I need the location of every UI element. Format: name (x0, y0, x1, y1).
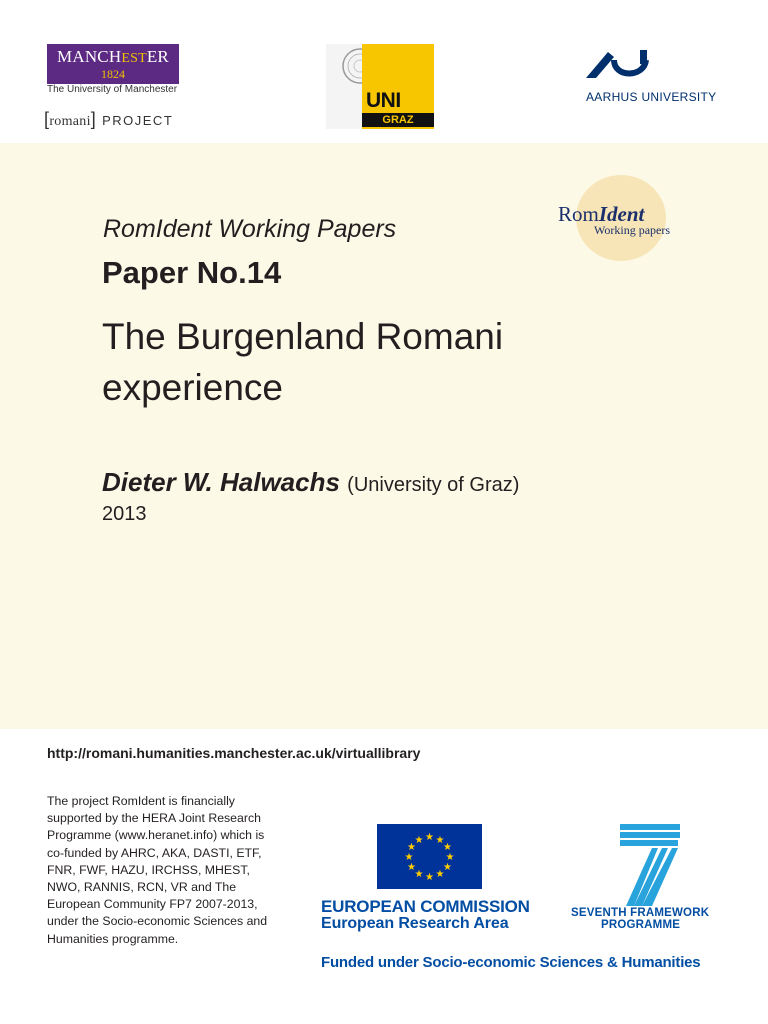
virtual-library-link[interactable]: http://romani.humanities.manchester.ac.uk/virtuallibrary (47, 745, 421, 761)
graz-uni-text: UNI (366, 89, 401, 112)
author-affiliation: (University of Graz) (347, 474, 520, 496)
svg-text:★: ★ (407, 862, 416, 873)
graz-yellow-block (362, 44, 434, 129)
programme-label: PROGRAMME (601, 919, 681, 931)
aarhus-emblem-icon (584, 48, 656, 85)
romani-project-logo: [romani] PROJECT (44, 109, 174, 129)
seventh-framework-label: SEVENTH FRAMEWORK (571, 907, 710, 919)
paper-number: Paper No.14 (102, 255, 282, 290)
graz-seal-icon (326, 44, 362, 129)
svg-text:★: ★ (435, 835, 445, 846)
fp7-seven-icon (590, 820, 686, 913)
svg-text:★: ★ (443, 862, 452, 873)
european-commission-label: EUROPEAN COMMISSION (321, 897, 530, 916)
svg-text:★: ★ (407, 842, 416, 853)
svg-text:★: ★ (404, 852, 414, 863)
funded-under-label: Funded under Socio-economic Sciences & Humanities (321, 954, 701, 971)
romident-logo-title: RomIdent (558, 202, 645, 226)
manchester-wordmark: MANCHESTER (57, 47, 169, 66)
manchester-logo (47, 44, 179, 84)
publication-year: 2013 (102, 503, 147, 525)
svg-text:★: ★ (435, 869, 445, 880)
author-line (102, 467, 519, 498)
eu-flag-icon (377, 824, 482, 889)
svg-text:★: ★ (425, 872, 434, 883)
graz-name-bar: GRAZ (362, 113, 434, 127)
svg-text:★: ★ (443, 842, 452, 853)
svg-text:★: ★ (414, 835, 424, 846)
svg-text:★: ★ (425, 832, 434, 843)
author-name: Dieter W. Halwachs (102, 467, 340, 497)
svg-text:★: ★ (445, 852, 455, 863)
paper-title: The Burgenland Romani experience (102, 316, 504, 408)
cover-panel (0, 143, 768, 729)
manchester-year: 1824 (101, 67, 125, 81)
series-title: RomIdent Working Papers (103, 215, 397, 243)
funding-statement: The project RomIdent is financially supported by the HERA Joint Research Programme (www.heranet.info) which is co-funded by AHRC, AKA, DASTI, ETF, FNR, FWF, HAZU, IRCHSS, MHEST, NWO, RANNIS, RCN, VR and The European Community FP7 2007-2013, under the Socio-economic Sciences and Humanities programme. (47, 794, 268, 946)
uni-graz-logo (326, 44, 434, 129)
aarhus-name: AARHUS UNIVERSITY (586, 90, 717, 104)
svg-text:★: ★ (414, 869, 424, 880)
european-research-area-label: European Research Area (321, 915, 509, 932)
manchester-subtitle: The University of Manchester (47, 84, 178, 95)
romident-logo-subtitle: Working papers (594, 223, 671, 237)
